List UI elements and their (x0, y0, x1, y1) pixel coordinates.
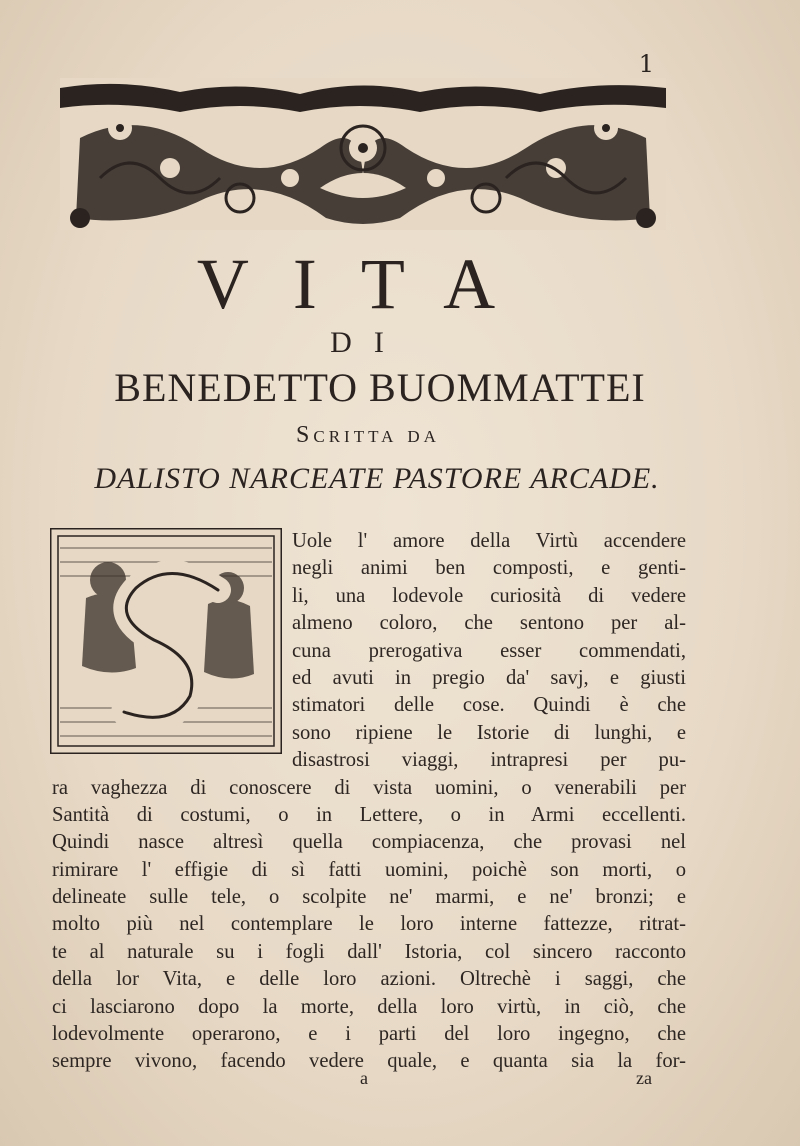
text-line: li, una lodevole curiosità di vedere (292, 584, 686, 607)
text-line: sono ripiene le Istorie di lunghi, e (292, 721, 686, 744)
page-number: 1 (638, 50, 654, 78)
text-line: della lor Vita, e delle loro azioni. Oltrechè i saggi, che (52, 968, 686, 991)
text-line: delineate sulle tele, o scolpite ne' marmi, e ne' bronzi; e (52, 886, 686, 909)
body-text (52, 528, 686, 1076)
text-line: sempre vivono, facendo vedere quale, e quanta sia la for- (52, 1050, 686, 1073)
floral-headpiece-ornament (60, 78, 666, 230)
text-line: rimirare l' effigie di sì fatti uomini, poichè son morti, o (52, 858, 686, 881)
text-line: ed avuti in pregio da' savj, e giusti (292, 666, 686, 689)
signature-mark: a (360, 1068, 368, 1088)
text-line: stimatori delle cose. Quindi è che (292, 694, 686, 717)
author-line: DALISTO NARCEATE PASTORE ARCADE. (94, 462, 660, 495)
text-line: disastrosi viaggi, intrapresi per pu- (292, 749, 686, 772)
title-vita: VITA (196, 244, 540, 324)
subtitle-scritta-da: Scritta da (296, 422, 440, 448)
text-line: negli animi ben composti, e genti- (292, 557, 686, 580)
text-line: Santità di costumi, o in Lettere, o in Armi eccellenti. (52, 803, 686, 826)
text-line: Quindi nasce altresì quella compiacenza, che provasi nel (52, 831, 686, 854)
text-line: cuna prerogativa esser commendati, (292, 639, 686, 662)
text-line: ci lasciarono dopo la morte, della loro virtù, in ciò, che (52, 995, 686, 1018)
text-line: te al naturale su i fogli dall' Istoria, col sincero racconto (52, 940, 686, 963)
text-line: Uole l' amore della Virtù accendere (292, 530, 686, 552)
catchword: za (636, 1068, 652, 1088)
text-line: lodevolmente operarono, e i parti del loro ingegno, che (52, 1023, 686, 1046)
title-name: BENEDETTO BUOMMATTEI (114, 365, 646, 410)
text-line: almeno coloro, che sentono per al- (292, 612, 686, 635)
text-line: molto più nel contemplare le loro interne fattezze, ritrat- (52, 913, 686, 936)
title-di: DI (330, 326, 406, 359)
text-line: ra vaghezza di conoscere di vista uomini, o venerabili per (52, 776, 686, 799)
